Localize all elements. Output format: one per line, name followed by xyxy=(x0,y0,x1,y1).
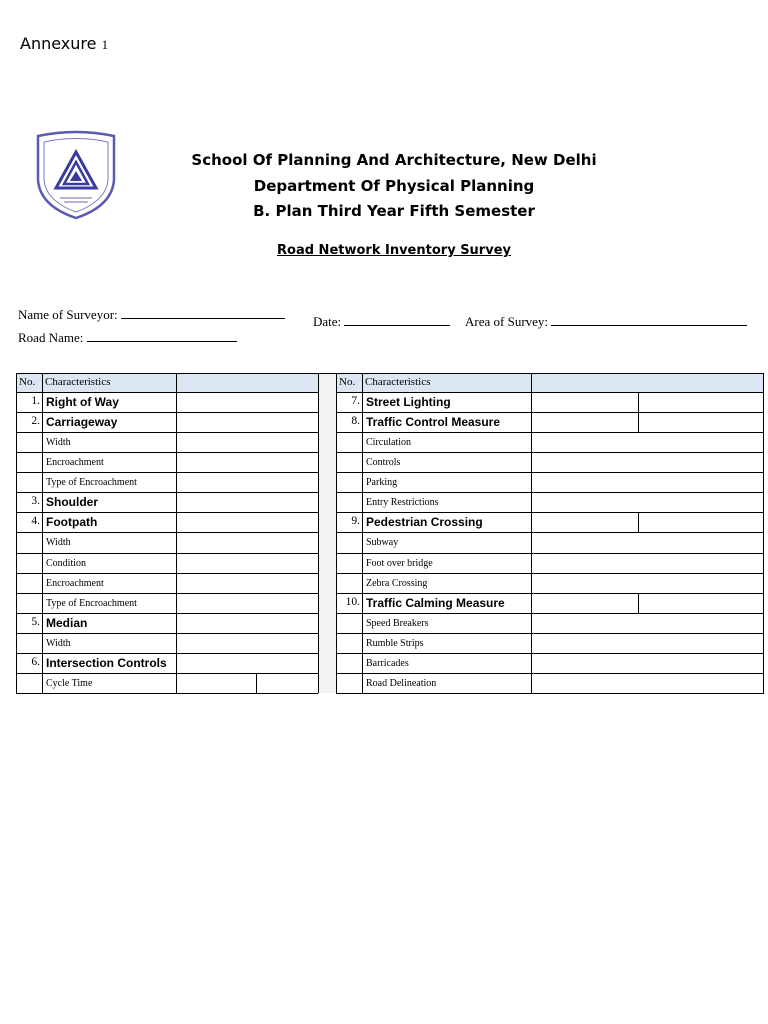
area-blank[interactable] xyxy=(551,313,747,326)
row-number: 6. xyxy=(31,655,40,668)
row-subitem: Type of Encroachment xyxy=(46,597,137,609)
grid-line xyxy=(318,373,319,693)
row-category: Footpath xyxy=(46,515,98,530)
row-subitem: Encroachment xyxy=(46,457,104,469)
row-category: Carriageway xyxy=(46,415,118,430)
surveyor-field xyxy=(18,306,285,323)
row-number: 7. xyxy=(351,395,360,407)
grid-line xyxy=(763,373,764,693)
grid-line xyxy=(16,553,318,554)
survey-title: Road Network Inventory Survey xyxy=(277,243,511,258)
page-heading xyxy=(120,148,668,225)
grid-line xyxy=(336,452,764,453)
grid-line xyxy=(16,633,318,634)
area-label: Area of Survey: xyxy=(465,314,549,329)
row-category: Street Lighting xyxy=(366,395,451,409)
row-number: 5. xyxy=(31,615,40,628)
grid-line xyxy=(336,693,764,694)
grid-line xyxy=(362,373,363,693)
surveyor-blank[interactable] xyxy=(121,306,285,319)
grid-line xyxy=(336,573,764,574)
heading-school: School Of Planning And Architecture, New Delhi xyxy=(191,151,597,169)
grid-line xyxy=(16,373,764,374)
grid-line xyxy=(16,472,318,473)
row-subitem: Road Delineation xyxy=(366,677,437,689)
grid-line xyxy=(16,432,318,433)
row-subitem: Width xyxy=(46,537,71,549)
header-characteristics: Characteristics xyxy=(45,376,111,388)
grid-line xyxy=(336,492,764,493)
row-number: 1. xyxy=(31,395,40,407)
row-subitem: Circulation xyxy=(366,437,411,449)
date-label: Date: xyxy=(313,314,342,329)
row-subitem: Speed Breakers xyxy=(366,617,429,629)
row-subitem: Subway xyxy=(366,537,399,549)
inventory-table xyxy=(16,373,764,693)
row-number: 9. xyxy=(351,515,360,528)
annexure-label: Annexure 1 xyxy=(20,34,109,53)
row-number: 8. xyxy=(351,415,360,428)
grid-line xyxy=(336,392,764,393)
grid-line xyxy=(336,472,764,473)
grid-line xyxy=(336,512,764,513)
header-no: No. xyxy=(19,376,36,388)
grid-line xyxy=(16,512,318,513)
road-name-field xyxy=(18,329,237,346)
grid-line xyxy=(16,373,17,693)
row-number: 10. xyxy=(345,595,360,608)
row-category: Shoulder xyxy=(46,495,99,510)
grid-line xyxy=(638,593,639,613)
grid-line xyxy=(16,573,318,574)
date-field xyxy=(313,313,450,330)
row-subitem: Cycle Time xyxy=(46,677,93,689)
grid-line xyxy=(336,593,764,594)
row-subitem: Entry Restrictions xyxy=(366,497,439,509)
header-no: No. xyxy=(339,376,356,388)
date-blank[interactable] xyxy=(344,313,450,326)
row-subitem: Parking xyxy=(366,477,398,489)
grid-line xyxy=(531,373,532,693)
row-subitem: Width xyxy=(46,437,71,449)
row-subitem: Encroachment xyxy=(46,577,104,589)
row-category: Median xyxy=(46,615,88,630)
row-number: 4. xyxy=(31,515,40,528)
row-category: Traffic Calming Measure xyxy=(366,595,505,610)
surveyor-label: Name of Surveyor: xyxy=(18,307,118,322)
grid-line xyxy=(336,373,337,693)
row-subitem: Type of Encroachment xyxy=(46,477,137,489)
institution-logo xyxy=(32,130,120,222)
grid-line xyxy=(336,673,764,674)
grid-line xyxy=(256,673,257,693)
grid-line xyxy=(16,532,318,533)
row-category: Pedestrian Crossing xyxy=(366,515,483,530)
grid-line xyxy=(638,392,639,412)
heading-semester: B. Plan Third Year Fifth Semester xyxy=(253,202,535,220)
row-number: 2. xyxy=(31,415,40,428)
spacer-column-shading xyxy=(318,373,336,693)
heading-department: Department Of Physical Planning xyxy=(253,176,535,195)
road-name-blank[interactable] xyxy=(87,329,237,342)
grid-line xyxy=(336,553,764,554)
grid-line xyxy=(336,633,764,634)
grid-line xyxy=(16,412,318,413)
grid-line xyxy=(176,373,177,693)
row-number: 3. xyxy=(31,495,40,508)
row-category: Intersection Controls xyxy=(46,655,167,670)
grid-line xyxy=(638,412,639,432)
grid-line xyxy=(336,532,764,533)
grid-line xyxy=(16,593,318,594)
grid-line xyxy=(638,512,639,532)
row-subitem: Foot over bridge xyxy=(366,557,433,569)
grid-line xyxy=(336,653,764,654)
grid-line xyxy=(16,693,318,694)
area-field xyxy=(465,313,747,330)
row-subitem: Width xyxy=(46,637,71,649)
grid-line xyxy=(42,373,43,693)
row-subitem: Barricades xyxy=(366,657,409,669)
grid-line xyxy=(16,452,318,453)
row-subitem: Controls xyxy=(366,457,401,469)
grid-line xyxy=(16,492,318,493)
header-characteristics: Characteristics xyxy=(365,376,431,388)
row-category: Right of Way xyxy=(46,395,119,409)
grid-line xyxy=(16,613,318,614)
row-subitem: Condition xyxy=(46,557,87,569)
grid-line xyxy=(336,432,764,433)
row-subitem: Zebra Crossing xyxy=(366,577,428,589)
road-name-label: Road Name: xyxy=(18,330,84,345)
row-subitem: Rumble Strips xyxy=(366,637,424,649)
row-category: Traffic Control Measure xyxy=(366,415,501,430)
grid-line xyxy=(16,653,318,654)
annexure-number: 1 xyxy=(101,37,109,52)
grid-line xyxy=(336,613,764,614)
grid-line xyxy=(336,412,764,413)
grid-line xyxy=(16,392,318,393)
grid-line xyxy=(16,673,318,674)
